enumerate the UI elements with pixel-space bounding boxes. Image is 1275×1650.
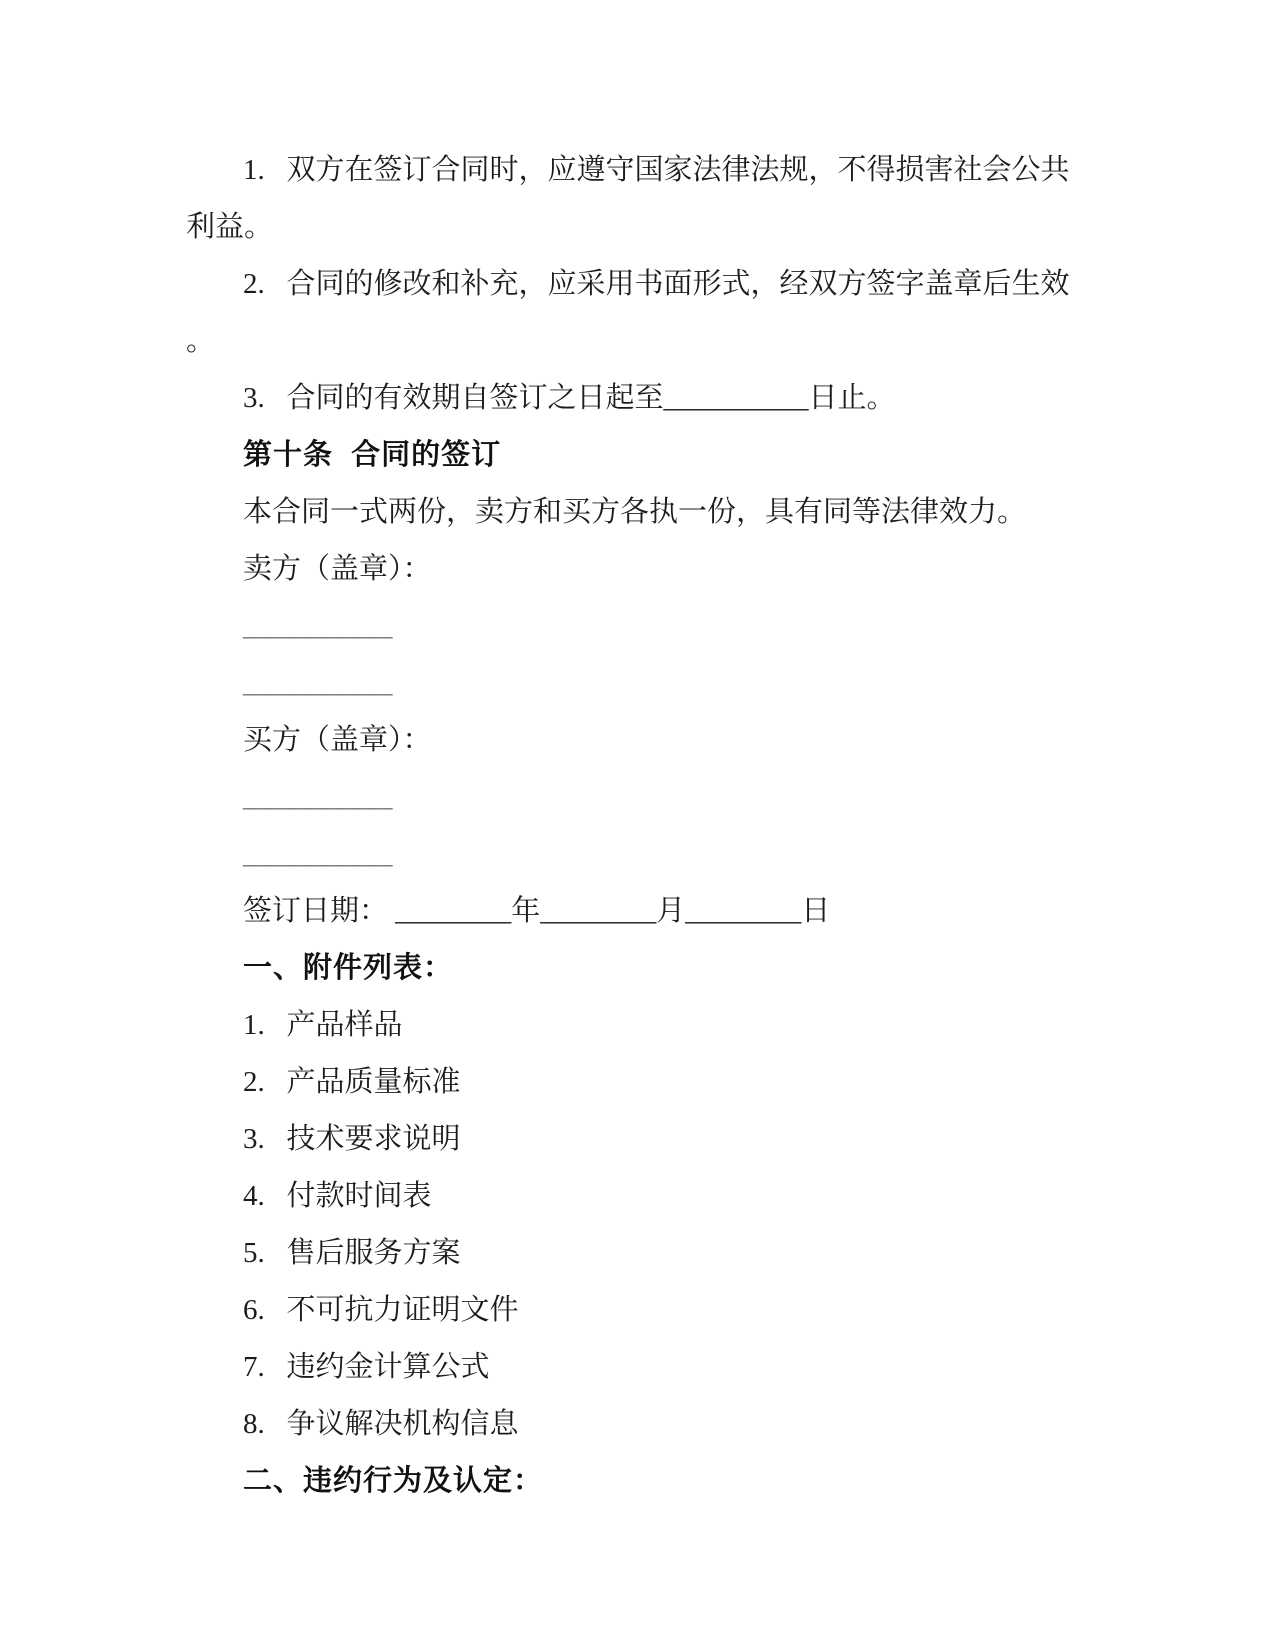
doc-line: 。 bbox=[186, 325, 216, 357]
doc-line: 利益。 bbox=[186, 211, 274, 243]
doc-line: 2. 产品质量标准 bbox=[243, 1066, 461, 1098]
doc-line: 3. 合同的有效期自签订之日起至__________日止。 bbox=[243, 382, 896, 414]
doc-line: 本合同一式两份，卖方和买方各执一份，具有同等法律效力。 bbox=[243, 496, 1027, 528]
doc-line: 8. 争议解决机构信息 bbox=[243, 1408, 519, 1440]
doc-line: 5. 售后服务方案 bbox=[243, 1237, 461, 1269]
contract-body bbox=[186, 142, 1089, 1510]
doc-line: 7. 违约金计算公式 bbox=[243, 1351, 490, 1383]
doc-line: 卖方（盖章）： bbox=[243, 553, 432, 585]
signature-blank-line: __________ bbox=[243, 781, 393, 813]
section-heading: 二、违约行为及认定： bbox=[243, 1465, 544, 1497]
doc-line: 签订日期： ________年________月________日 bbox=[243, 895, 831, 927]
section-heading: 第十条 合同的签订 bbox=[243, 439, 502, 471]
doc-line: 3. 技术要求说明 bbox=[243, 1123, 461, 1155]
signature-blank-line: __________ bbox=[243, 610, 393, 642]
doc-line: 6. 不可抗力证明文件 bbox=[243, 1294, 519, 1326]
doc-line: 1. 产品样品 bbox=[243, 1009, 403, 1041]
doc-line: 买方（盖章）： bbox=[243, 724, 432, 756]
signature-blank-line: __________ bbox=[243, 667, 393, 699]
section-heading: 一、附件列表： bbox=[243, 952, 454, 984]
doc-line: 4. 付款时间表 bbox=[243, 1180, 432, 1212]
doc-line: 1. 双方在签订合同时，应遵守国家法律法规，不得损害社会公共 bbox=[243, 154, 1070, 186]
signature-blank-line: __________ bbox=[243, 838, 393, 870]
doc-line: 2. 合同的修改和补充，应采用书面形式，经双方签字盖章后生效 bbox=[243, 268, 1070, 300]
